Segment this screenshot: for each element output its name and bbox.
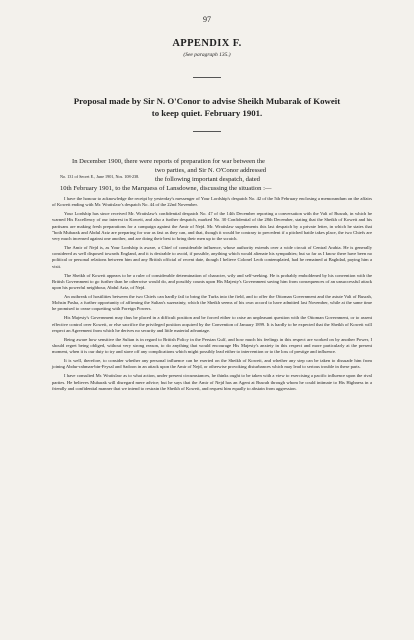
heading-line-1: Proposal made by Sir N. O'Conor to advise Sheikh Mubarak of Koweit — [73, 96, 341, 106]
margin-reference: No. 131 of Secret E., June 1901, Nos. 108-238. — [60, 174, 140, 179]
divider-rule — [193, 77, 221, 78]
see-paragraph-note: (See paragraph 135.) — [183, 52, 231, 58]
body-text — [52, 196, 372, 395]
appendix-title: APPENDIX F. — [172, 38, 242, 49]
divider-rule — [193, 131, 221, 132]
paragraph: Being aware how sensitive the Sultan is in regard to British Policy in the Persian Gulf, and how much his feelings in this respect are worked on by another Power, I should regret being obliged, without very strong reason, to do anything that would encourage His Majesty's anxiety in this respect and more particularly at the present moment, when it is our duty to try and stave off any complications which might possibly lead either to intervention or to the loss of prestige and influence. — [52, 336, 372, 355]
intro-line-1: In December 1900, there were reports of preparation for war between the — [72, 158, 265, 165]
paragraph: An outbreak of hostilities between the two Chiefs can hardly fail to bring the Turks into the field, and to offer the Ottoman Government and the astute Vali of Busrah, Mohsin Pasha, a further opportunity of affirming the Sultan's suzerainty, which the Sheikh seems of his own accord to have admitted last November, while at the same time he promised to cease coquetting with Foreign Powers. — [52, 294, 372, 312]
paragraph: I have consulted Mr. Wratislaw as to what action, under present circumstances, he thinks ought to be taken with a view to exercising a pacific influence upon the rival parties. He believes Mubarak will disregard mere advice; but he says that the Amir of Nejd has an Agent at Busrah through whom he could intimate to His Highness in a friendly and confidential manner that we intend to restrain the Sheikh of Koweit, and request him equally to abstain from aggression. — [52, 373, 372, 391]
intro-line-3: the following important despatch, dated — [155, 176, 260, 183]
paragraph: It is well, therefore, to consider whether any personal influence can be exerted on the Sheikh of Koweit, and whether any step can be taken to dissuade him from joining Abdur-rahman-bin-Feysal and Sadoon in an attack upon the Amir of Nejd, or otherwise provoking disturbances which may lead to serious trouble in these parts. — [52, 358, 372, 370]
heading-line-2: to keep quiet. February 1901. — [151, 107, 263, 118]
paragraph: The Amir of Nejd is, as Your Lordship is aware, a Chief of considerable influence, whose authority extends over a wide circuit of Central Arabia. He is generally considered as well disposed towards England, and it is desirable to avoid, if possible, anything which would alienate his sympathies; but so far as I know there have been no political or personal relations between him and any British official of recent date, though I believe Colonel Leob contemplated, had he remained at Baghdad, paying him a visit. — [52, 245, 372, 269]
paragraph: His Majesty's Government may thus be placed in a difficult position and be forced either to raise an unpleasant question with the Ottoman Government, or to assent effective control over Koweit, or else sacrifice the privileged position acquired by the Convention of January 1899. It is hardly to be expected that the Sheikh of Koweit will respect an Agreement from which he derives no security and little material advantage. — [52, 315, 372, 333]
page-number: 97 — [203, 15, 211, 24]
section-heading — [0, 96, 414, 119]
intro-line-2: two parties, and Sir N. O'Conor addressed — [155, 167, 267, 174]
paragraph: I have the honour to acknowledge the receipt by yesterday's messenger of Your Lordship's despatch No. 42 of the 5th February enclosing a memorandum on the affairs of Koweit ending with Mr. Wratislaw's despatch No. 44 of the 22nd November. — [52, 196, 372, 208]
intro-line-4: 10th February 1901, to the Marquess of Lansdowne, discussing the situation :— — [60, 185, 272, 192]
paragraph: The Sheikh of Koweit appears to be a ruler of considerable determination of character, wily and self-seeking. He is probably emboldened by his convention with the British Government to go further than he otherwise would do, and possibly counts upon His Majesty's Government saving him from consequences of an unsuccessful attack upon his powerful neighbour, Abdul Aziz, of Nejd. — [52, 272, 372, 291]
paragraph: Your Lordship has since received Mr. Wratislaw's confidential despatch No. 47 of the 14th December reporting a conversation with the Vali of Busrah, in which he warned His Excellency of our interest in Koweit, and also a further despatch, marked No. 30 Confidential of the 28th December, stating that the Sheikh of Koweit and his partisans are making fresh preparations for a campaign against the Amir of Nejd. Mr. Wratislaw supplements this last despatch by a private letter, in which he states that "both Mubarak and Abdul Aziz are preparing for war as fast as they can, and that, though it would be contrary to precedent if a pitched battle takes place, the two Chiefs are very much incensed against one another, and are doing their best to bring their men up to the scratch. — [52, 211, 372, 242]
